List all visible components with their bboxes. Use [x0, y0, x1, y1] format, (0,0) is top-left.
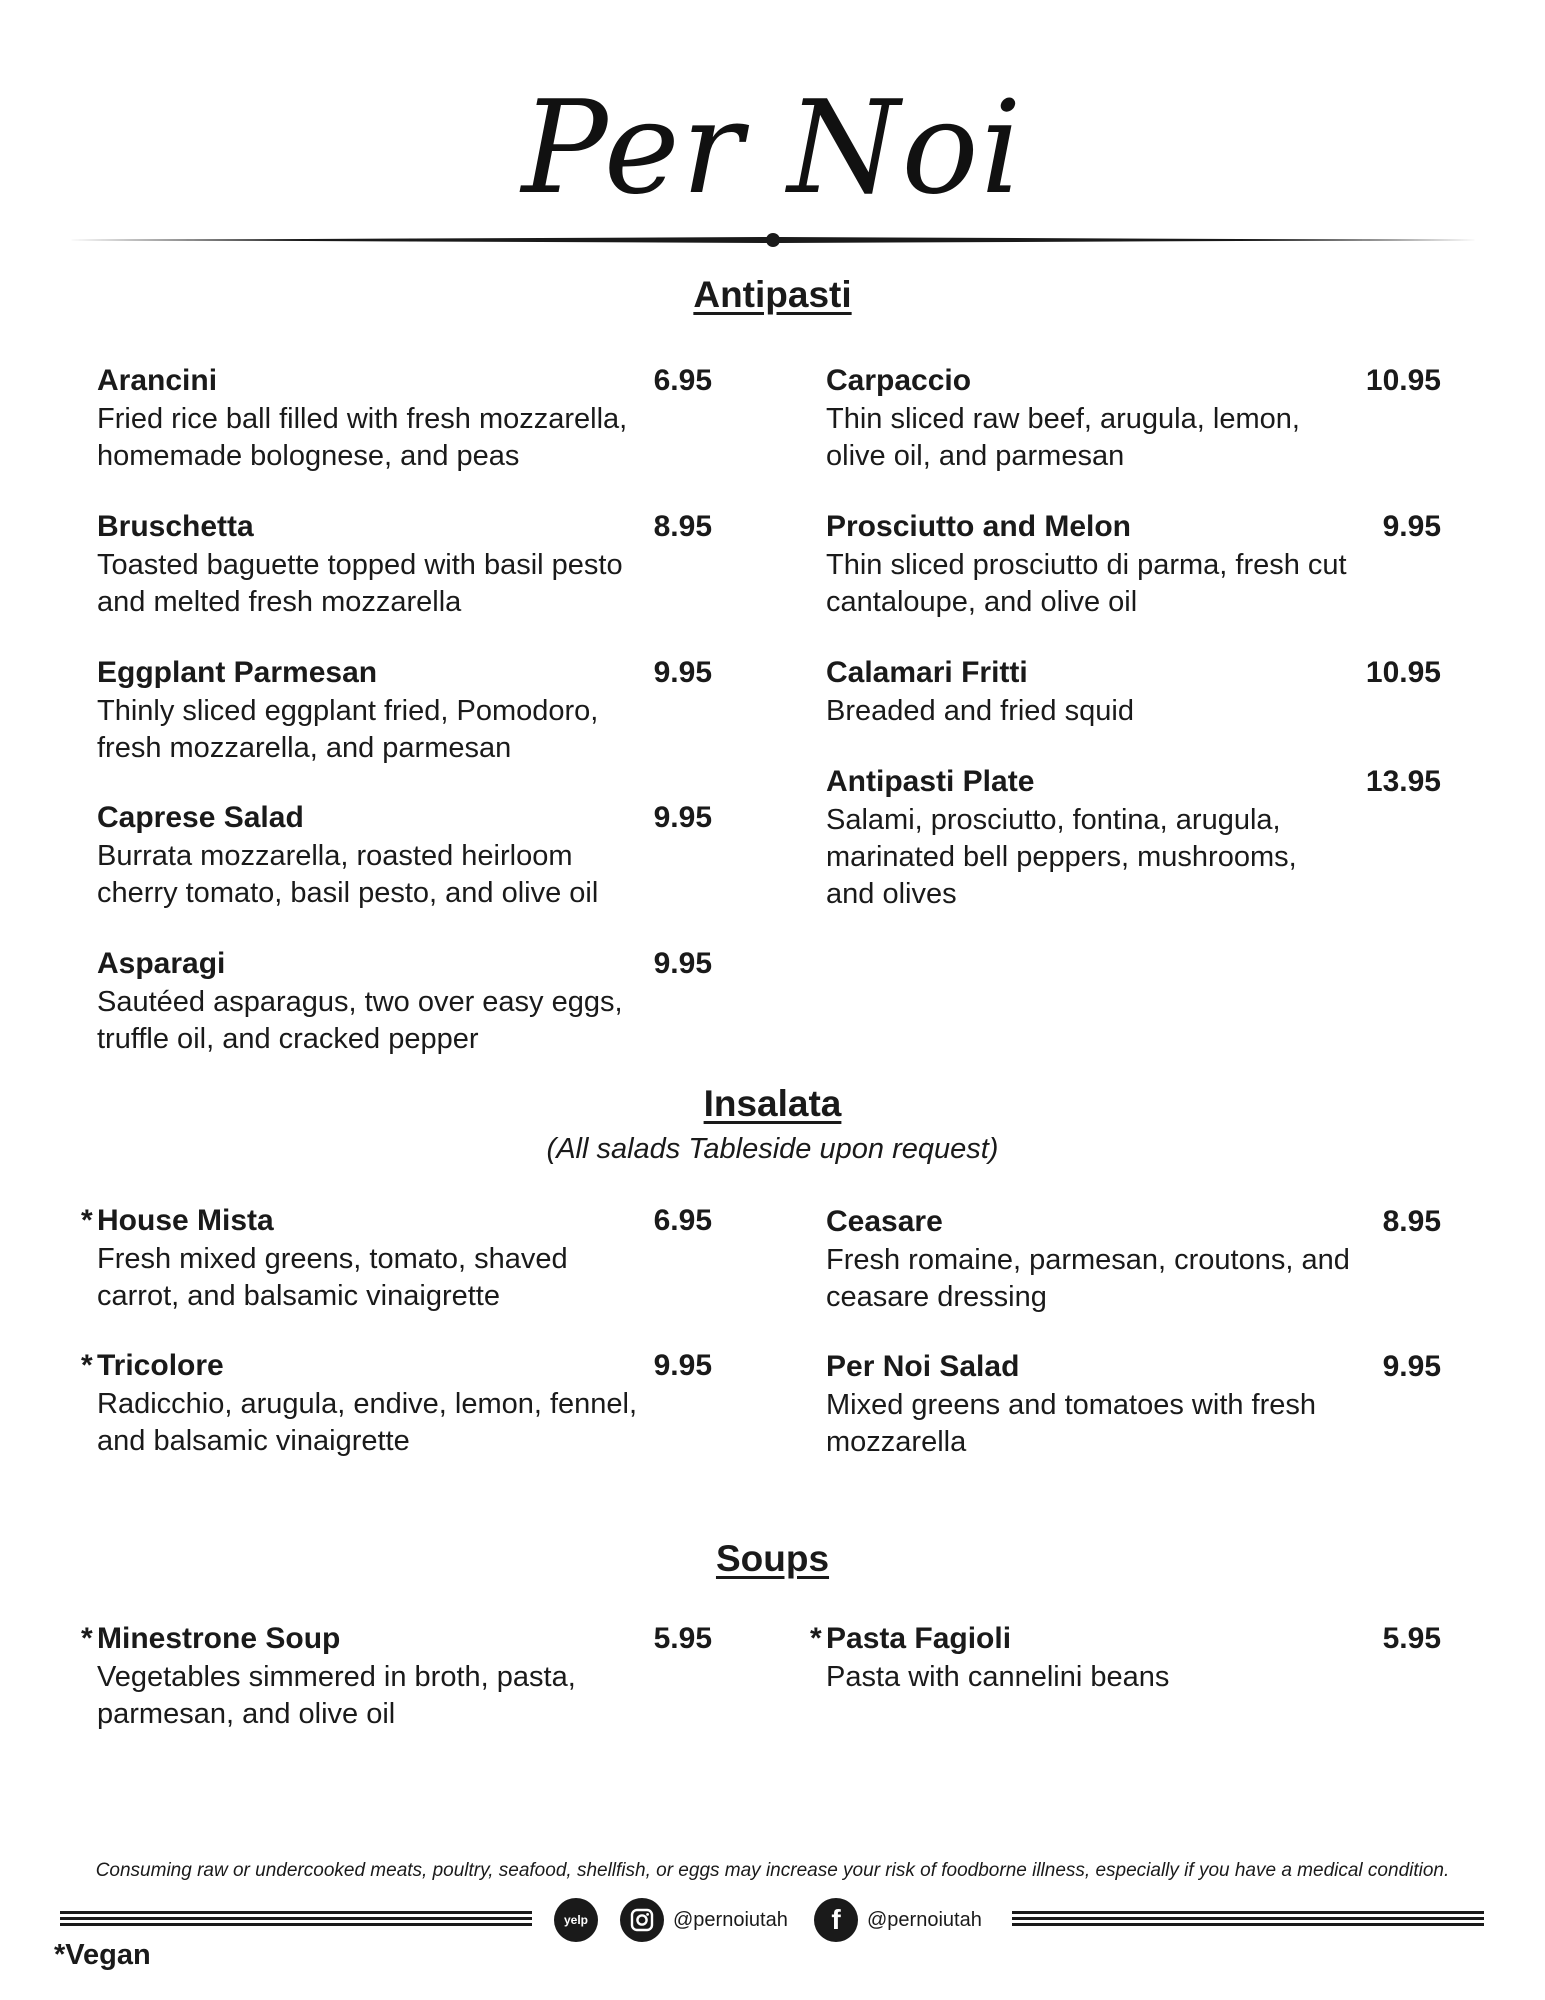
item-name: Asparagi: [97, 947, 226, 980]
item-price: 5.95: [1382, 1622, 1441, 1655]
foodborne-disclaimer: Consuming raw or undercooked meats, poultry, seafood, shellfish, or eggs may increase your risk of foodborne illness, especially if you have a medical condition.: [95, 1860, 1450, 1881]
item-name-text: House Mista: [97, 1204, 274, 1237]
item-description: ceasare dressing: [826, 1281, 1047, 1313]
item-price: 13.95: [1365, 765, 1441, 798]
facebook-icon: f: [814, 1898, 858, 1942]
item-description: and melted fresh mozzarella: [97, 586, 462, 618]
item-name: [81, 1349, 224, 1383]
menu-item: [810, 1622, 1441, 1696]
item-price: 9.95: [1382, 510, 1441, 543]
item-description: Fresh mixed greens, tomato, shaved: [97, 1243, 568, 1275]
item-price: 9.95: [653, 947, 712, 980]
item-description: and balsamic vinaigrette: [97, 1425, 410, 1457]
menu-item: [826, 1205, 1441, 1316]
item-price: 10.95: [1365, 364, 1441, 397]
item-name: Caprese Salad: [97, 801, 304, 834]
title-divider: [68, 233, 1478, 247]
menu-item: [97, 510, 712, 621]
item-description: Salami, prosciutto, fontina, arugula,: [826, 804, 1281, 836]
item-name: Bruschetta: [97, 510, 254, 543]
item-name: Calamari Fritti: [826, 656, 1028, 689]
menu-item: [826, 364, 1441, 475]
item-description: Fresh romaine, parmesan, croutons, and: [826, 1244, 1350, 1276]
item-description: Burrata mozzarella, roasted heirloom: [97, 840, 573, 872]
item-name: Antipasti Plate: [826, 765, 1035, 798]
item-description: Thinly sliced eggplant fried, Pomodoro,: [97, 695, 599, 727]
item-description: Breaded and fried squid: [826, 695, 1134, 727]
vegan-marker: *: [810, 1622, 822, 1655]
item-name: Eggplant Parmesan: [97, 656, 378, 689]
item-name: Ceasare: [826, 1205, 943, 1238]
item-name-text: Tricolore: [97, 1349, 224, 1382]
item-price: 10.95: [1365, 656, 1441, 689]
menu-item: [81, 1349, 712, 1460]
menu-item: [97, 364, 712, 475]
menu-item: [97, 947, 712, 1058]
section-title-insalata: Insalata: [703, 1083, 842, 1124]
item-description: olive oil, and parmesan: [826, 440, 1125, 472]
item-description: Thin sliced prosciutto di parma, fresh cut: [826, 549, 1347, 581]
yelp-link[interactable]: [554, 1896, 598, 1944]
footer-divider-left: [60, 1911, 532, 1927]
item-name: [81, 1622, 341, 1656]
item-price: 9.95: [1382, 1350, 1441, 1383]
menu-item: [826, 656, 1441, 730]
instagram-link[interactable]: [620, 1896, 788, 1944]
item-name: Arancini: [97, 364, 218, 397]
menu-item: [826, 1350, 1441, 1461]
item-name: Carpaccio: [826, 364, 972, 397]
restaurant-logo: Per Noi: [521, 74, 1024, 223]
item-description: fresh mozzarella, and parmesan: [97, 732, 512, 764]
item-price: 8.95: [1382, 1205, 1441, 1238]
item-description: cantaloupe, and olive oil: [826, 586, 1138, 618]
instagram-handle: @pernoiutah: [673, 1908, 788, 1931]
menu-item: [97, 801, 712, 912]
item-description: Fried rice ball filled with fresh mozzarella,: [97, 403, 628, 435]
item-description: carrot, and balsamic vinaigrette: [97, 1280, 500, 1312]
item-description: parmesan, and olive oil: [97, 1698, 396, 1730]
item-price: 8.95: [653, 510, 712, 543]
item-description: Vegetables simmered in broth, pasta,: [97, 1661, 576, 1693]
footer-divider-right: [1012, 1911, 1484, 1927]
item-description: Sautéed asparagus, two over easy eggs,: [97, 986, 623, 1018]
item-description: cherry tomato, basil pesto, and olive oil: [97, 877, 599, 909]
item-description: homemade bolognese, and peas: [97, 440, 520, 472]
item-price: 9.95: [653, 801, 712, 834]
item-price: 9.95: [653, 1349, 712, 1382]
facebook-handle: @pernoiutah: [867, 1908, 982, 1931]
item-name-text: Minestrone Soup: [97, 1622, 341, 1655]
item-price: 9.95: [653, 656, 712, 689]
item-name: [810, 1622, 1012, 1656]
item-name: Prosciutto and Melon: [826, 510, 1132, 543]
vegan-legend: *Vegan: [54, 1939, 151, 1971]
item-name: [81, 1204, 274, 1238]
item-price: 6.95: [653, 364, 712, 397]
item-description: mozzarella: [826, 1426, 967, 1458]
vegan-marker: *: [81, 1204, 93, 1237]
item-description: Mixed greens and tomatoes with fresh: [826, 1389, 1317, 1421]
menu-item: [97, 656, 712, 767]
section-title-soups: Soups: [715, 1538, 830, 1579]
menu-item: [826, 765, 1441, 913]
item-description: and olives: [826, 878, 957, 910]
item-price: 5.95: [653, 1622, 712, 1655]
menu-item: [81, 1204, 712, 1315]
item-description: Pasta with cannelini beans: [826, 1661, 1170, 1693]
vegan-marker: *: [81, 1349, 93, 1382]
item-name-text: Pasta Fagioli: [826, 1622, 1012, 1655]
facebook-link[interactable]: [814, 1896, 982, 1944]
section-note-insalata: (All salads Tableside upon request): [546, 1133, 999, 1165]
item-description: Thin sliced raw beef, arugula, lemon,: [826, 403, 1300, 435]
instagram-icon: [620, 1898, 664, 1942]
menu-item: [81, 1622, 712, 1733]
item-description: Radicchio, arugula, endive, lemon, fennel,: [97, 1388, 638, 1420]
vegan-marker: *: [81, 1622, 93, 1655]
item-description: Toasted baguette topped with basil pesto: [97, 549, 623, 581]
item-price: 6.95: [653, 1204, 712, 1237]
item-description: marinated bell peppers, mushrooms,: [826, 841, 1297, 873]
yelp-icon: yelp: [554, 1898, 598, 1942]
section-title-antipasti: Antipasti: [693, 274, 852, 315]
item-description: truffle oil, and cracked pepper: [97, 1023, 479, 1055]
item-name: Per Noi Salad: [826, 1350, 1020, 1383]
menu-item: [826, 510, 1441, 621]
